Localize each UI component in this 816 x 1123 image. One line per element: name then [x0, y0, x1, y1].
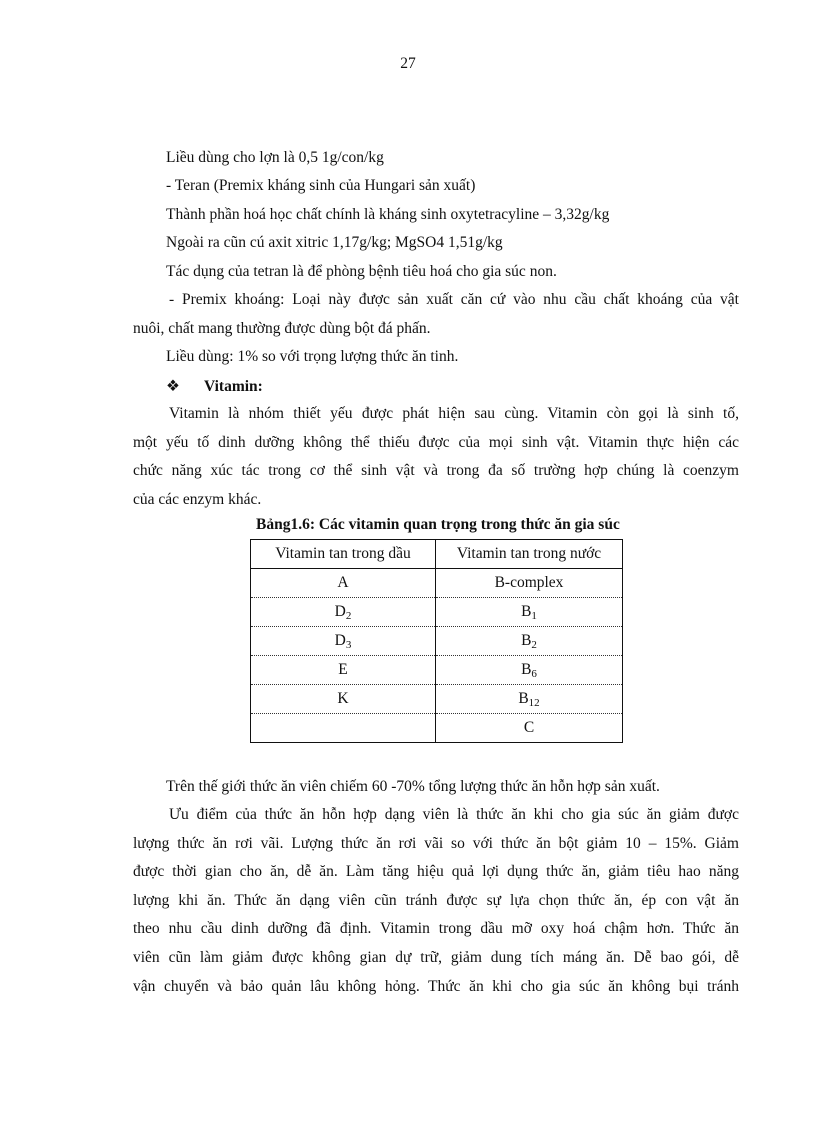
- table-row: [251, 656, 623, 685]
- intro-line-effect: Tác dụng của tetran là để phòng bệnh tiêu hoá cho gia súc non.: [166, 263, 557, 280]
- fat-cell: $D_2$: [251, 598, 436, 627]
- advantage-line-3: được thời gian cho ăn, dễ ăn. Làm tăng hiệu quả lợi dụng thức ăn, giảm tiêu hao năng: [133, 863, 739, 881]
- premix-line-1: - Premix khoáng: Loại này được sản xuất căn cứ vào nhu cầu chất khoáng của vật: [169, 291, 739, 308]
- header-water-soluble: Vitamin tan trong nước: [436, 540, 623, 569]
- advantage-line-1: Ưu điểm của thức ăn hỗn hợp dạng viên là thức ăn khi cho gia súc ăn giảm được: [169, 806, 739, 823]
- advantage-line-6: viên cũn làm giảm được không gian dự trữ, giảm dung tích máng ăn. Dễ bao gói, dễ: [133, 948, 739, 966]
- vitamin-line-2: một yếu tố dinh dưỡng không thể thiếu được của mọi sinh vật. Vitamin thực hiện các: [133, 433, 739, 451]
- fat-cell: E: [251, 656, 436, 685]
- table-row: [251, 598, 623, 627]
- table-row: [251, 569, 623, 598]
- vitamin-paragraph: [133, 400, 739, 514]
- vitamin-line-4: của các enzym khác.: [133, 490, 262, 508]
- vitamin-line-3: chức năng xúc tác trong cơ thể sinh vật và trong đa số trường hợp chúng là coenzym: [133, 462, 739, 480]
- header-fat-soluble: Vitamin tan trong dầu: [251, 540, 436, 569]
- fat-cell: K: [251, 685, 436, 714]
- diamond-bullet-icon: ❖: [166, 378, 180, 395]
- premix-line-2: nuôi, chất mang thường được dùng bột đá phấn.: [133, 319, 431, 337]
- vitamin-heading: [166, 373, 263, 401]
- vitamin-heading-title: Vitamin:: [204, 378, 263, 395]
- water-cell: B-complex: [436, 569, 623, 598]
- intro-line-teran: - Teran (Premix kháng sinh của Hungari sản xuất): [166, 177, 476, 194]
- vitamin-table: [250, 539, 623, 743]
- table-row: [251, 627, 623, 656]
- advantage-line-5: theo nhu cầu dinh dưỡng đã định. Vitamin trong dầu mỡ oxy hoá chậm hơn. Thức ăn: [133, 920, 739, 938]
- advantage-paragraph: [133, 801, 739, 1001]
- page-number: 27: [400, 55, 416, 72]
- fat-cell: [251, 714, 436, 743]
- water-cell: $B_2$: [436, 627, 623, 656]
- advantage-line-2: lượng thức ăn rơi vãi. Lượng thức ăn rơi vãi so với thức ăn bột giảm 10 – 15%. Giảm: [133, 834, 739, 852]
- advantage-line-7: vận chuyển và bảo quản lâu không hỏng. Thức ăn khi cho gia súc ăn không bụi tránh: [133, 977, 739, 995]
- intro-line-composition: Thành phần hoá học chất chính là kháng sinh oxytetracyline – 3,32g/kg: [166, 206, 610, 223]
- fat-cell: $D_3$: [251, 627, 436, 656]
- table-header-row: [251, 540, 623, 569]
- table-row: [251, 685, 623, 714]
- water-cell: $B_1$: [436, 598, 623, 627]
- table-row: [251, 714, 623, 743]
- pellet-line: Trên thế giới thức ăn viên chiếm 60 -70% tổng lượng thức ăn hỗn hợp sản xuất.: [166, 778, 660, 795]
- vitamin-line-1: Vitamin là nhóm thiết yếu được phát hiện sau cùng. Vitamin còn gọi là sinh tố,: [169, 405, 739, 422]
- water-cell: C: [436, 714, 623, 743]
- water-cell: $B_{12}$: [436, 685, 623, 714]
- intro-line-additives: Ngoài ra cũn cú axit xitric 1,17g/kg; MgSO4 1,51g/kg: [166, 234, 503, 251]
- advantage-line-4: lượng khi ăn. Thức ăn dạng viên cũn tránh được sự lựa chọn thức ăn, ép con vật ăn: [133, 891, 739, 909]
- water-cell: $B_6$: [436, 656, 623, 685]
- fat-cell: A: [251, 569, 436, 598]
- dose-line: Liều dùng: 1% so với trọng lượng thức ăn tinh.: [166, 348, 459, 365]
- table-caption: Bảng1.6: Các vitamin quan trọng trong thức ăn gia súc: [256, 516, 620, 533]
- premix-paragraph: [133, 286, 739, 343]
- intro-line-dose-pig: Liều dùng cho lợn là 0,5 1g/con/kg: [166, 149, 384, 166]
